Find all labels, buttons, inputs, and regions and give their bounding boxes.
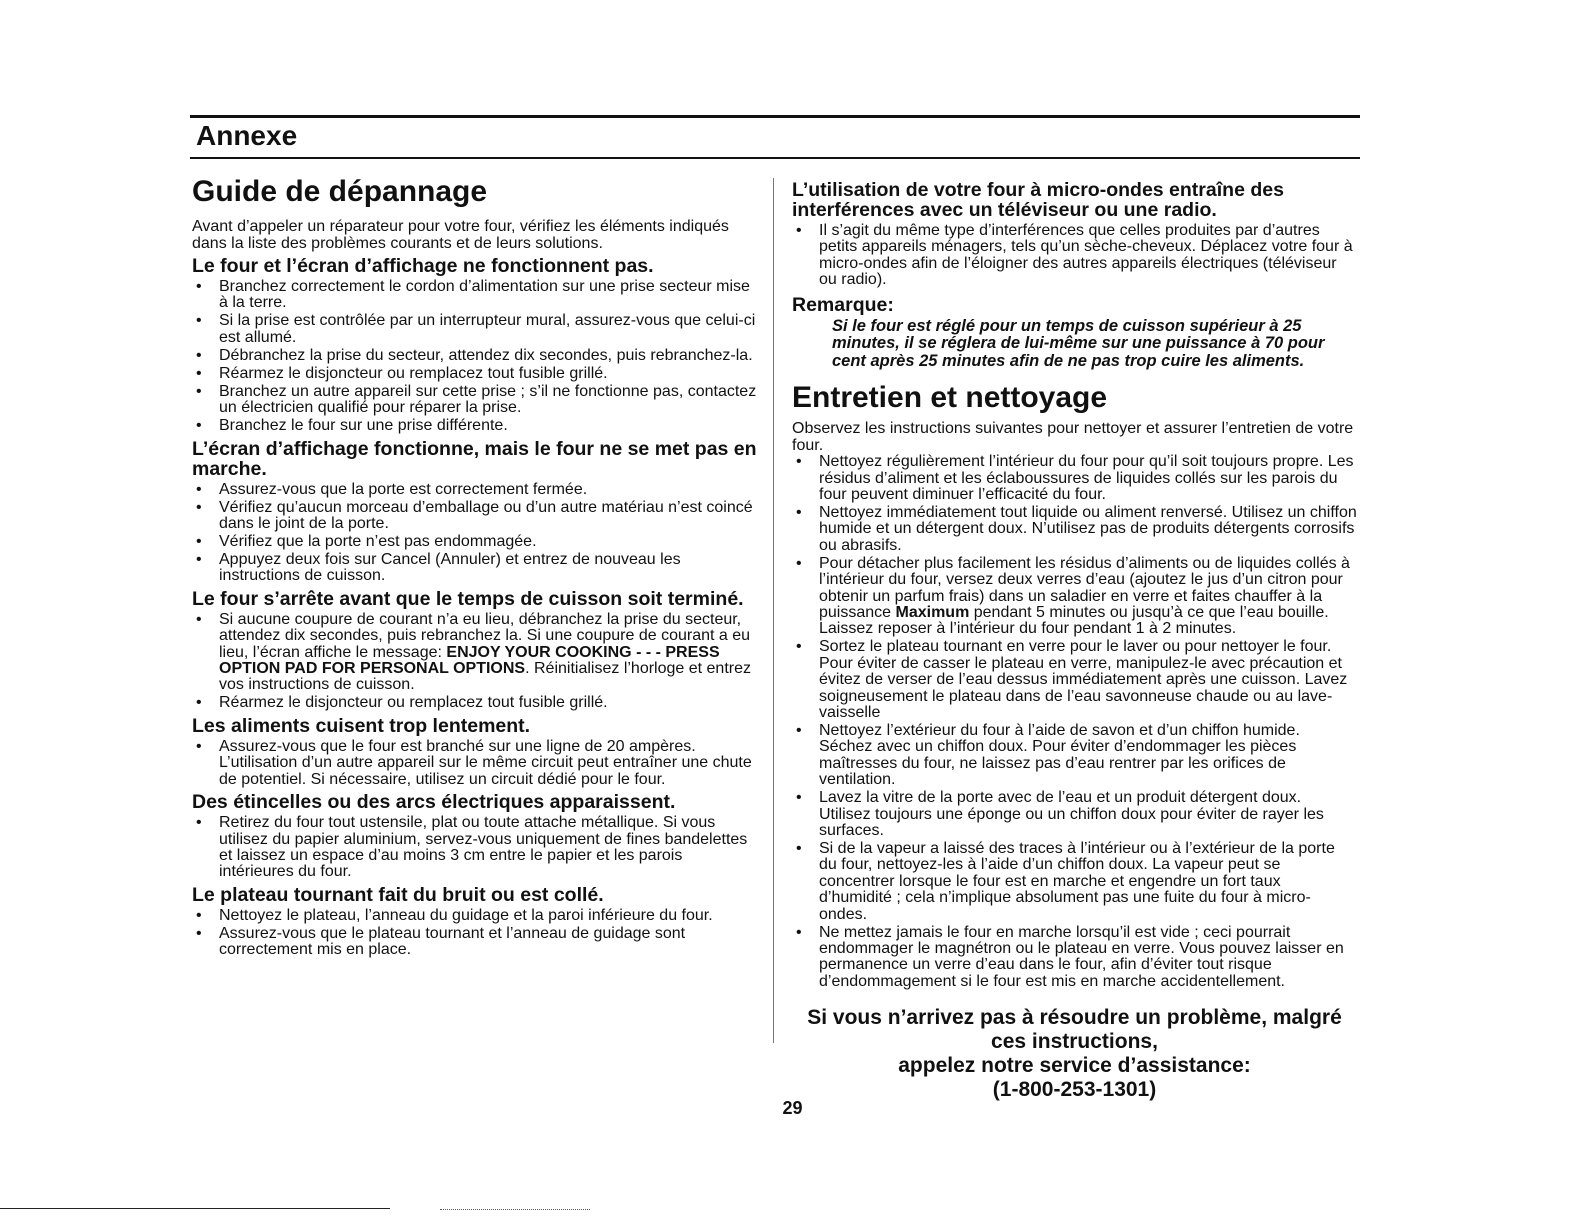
- page-number: 29: [782, 1098, 803, 1118]
- support-phone-number: (1-800-253-1301): [992, 1078, 1157, 1102]
- list-item: • Nettoyez l’extérieur du four à l’aide de savon et d’un chiffon humide. Séchez avec un chiffon doux. Pour éviter d’endommager les pièces maîtresses du four, ne laissez pas d’eau rentrer par les orifices de ventilation.: [796, 722, 1300, 789]
- bullet-list: [192, 815, 757, 881]
- section-title: Annexe: [196, 120, 298, 151]
- list-item: • Retirez du four tout ustensile, plat ou toute attache métallique. Si vous utilisez du papier aluminium, servez-vous uniquement de fines bandelettes et laissez un espace d’au moins 3 cm entre le papier et les parois intérieures du four.: [196, 814, 748, 881]
- scan-artifact-dots: [440, 1209, 590, 1210]
- list-item: • Vérifiez qu’aucun morceau d’emballage ou d’un autre matériau n’est coincé dans le joint de la porte.: [196, 498, 753, 533]
- maintenance-column: [792, 172, 1357, 1102]
- list-item: • Branchez le four sur une prise différente.: [196, 417, 508, 435]
- bullet-list: [192, 739, 757, 788]
- list-item: • Nettoyez immédiatement tout liquide ou aliment renversé. Utilisez un chiffon humide et un détergent doux. N’utilisez pas de produits détergents corrosifs ou abrasifs.: [796, 503, 1357, 554]
- list-item: • Si de la vapeur a laissé des traces à l’intérieur ou à l’extérieur de la porte du four, nettoyez-les à l’aide d’un chiffon doux. La vapeur peut se concentrer lorsque le four est en marche et engendre un fort taux d’humidité ; cela n’implique absolument pas une fuite du four à micro-ondes.: [796, 840, 1335, 923]
- troubleshooting-column: [192, 172, 757, 960]
- bullet-list: [192, 279, 757, 435]
- bullet-list: [192, 908, 757, 959]
- header-rule-top: [190, 115, 1360, 118]
- list-item: • Nettoyez régulièrement l’intérieur du four pour qu’il soit toujours propre. Les résidus d’aliment et les éclaboussures de liquides collés sur les parois du four peuvent diminuer l’efficacité du four.: [796, 453, 1354, 503]
- list-item: • Nettoyez le plateau, l’anneau du guidage et la paroi inférieure du four.: [196, 906, 713, 924]
- list-item: • Pour détacher plus facilement les résidus d’aliments ou de liquides collés à l’intérieur du four, versez deux verres d’eau (ajoutez le jus d’un citron pour obtenir un parfum frais) dans un saladier en verre et faites chauffer à la puissance Maximum pendant 5 minutes ou jusqu’à ce que l’eau bouille. Laissez reposer à l’intérieur du four pendant 1 à 2 minutes.: [796, 554, 1350, 638]
- column-divider: [773, 178, 774, 1043]
- list-item: • Appuyez deux fois sur Cancel (Annuler) et entrez de nouveau les instructions de cuisson.: [196, 551, 681, 585]
- bullet-list: [792, 223, 1357, 289]
- contact-line: ces instructions,: [991, 1030, 1158, 1054]
- section-heading: Le plateau tournant fait du bruit ou est collé.: [192, 883, 604, 906]
- remark-heading: Remarque:: [792, 293, 894, 316]
- section-heading: L’écran d’affichage fonctionne, mais le four ne se met pas en marche.: [192, 437, 757, 480]
- list-item: • Débranchez la prise du secteur, attendez dix secondes, puis rebranchez-la.: [196, 346, 753, 364]
- support-contact: [792, 1006, 1357, 1102]
- remark-text: Si le four est réglé pour un temps de cuisson supérieur à 25 minutes, il se réglera de lui-même sur une puissance à 70 pour cent après 25 minutes afin de ne pas trop cuire les aliments.: [832, 316, 1325, 370]
- list-item: • Assurez-vous que le four est branché sur une ligne de 20 ampères. L’utilisation d’un autre appareil sur le même circuit peut entraîner une chute de potentiel. Si nécessaire, utilisez un circuit dédié pour le four.: [196, 737, 752, 788]
- maintenance-title: Entretien et nettoyage: [792, 381, 1108, 415]
- section-heading: Le four et l’écran d’affichage ne fonctionnent pas.: [192, 255, 654, 277]
- list-item: • Réarmez le disjoncteur ou remplacez tout fusible grillé.: [196, 364, 608, 382]
- bullet-list: [192, 482, 757, 585]
- section-heading: Des étincelles ou des arcs électriques apparaissent.: [192, 791, 676, 814]
- troubleshooting-intro: Avant d’appeler un réparateur pour votre four, vérifiez les éléments indiqués dans la liste des problèmes courants et de leurs solutions.: [192, 218, 729, 252]
- list-item: • Ne mettez jamais le four en marche lorsqu’il est vide ; ceci pourrait endommager le magnétron ou le plateau en verre. Vous pouvez laisser en permanence un verre d’eau dans le four, afin d’éviter tout risque d’endommagement si le four est mis en marche accidentellement.: [796, 923, 1344, 990]
- list-item: • Réarmez le disjoncteur ou remplacez tout fusible grillé.: [196, 694, 608, 712]
- section-heading: L’utilisation de votre four à micro-ondes entraîne des interférences avec un téléviseur ou une radio.: [792, 179, 1284, 221]
- list-item: • Lavez la vitre de la porte avec de l’eau et un produit détergent doux. Utilisez toujours une éponge ou un chiffon doux pour éviter de rayer les surfaces.: [796, 789, 1324, 840]
- bullet-list: [792, 454, 1357, 990]
- section-heading: Les aliments cuisent trop lentement.: [192, 714, 531, 737]
- list-item: • Assurez-vous que le plateau tournant et l’anneau de guidage sont correctement mis en place.: [196, 924, 686, 959]
- section-heading: Le four s’arrête avant que le temps de cuisson soit terminé.: [192, 587, 744, 610]
- troubleshooting-title: Guide de dépannage: [192, 175, 488, 208]
- list-item: • Si aucune coupure de courant n’a eu lieu, débranchez la prise du secteur, attendez dix secondes, puis rebranchez la. Si une coupure de courant a eu lieu, l’écran affiche le message: ENJOY YOUR COOKING - - - PRESS OPTION PAD FOR PERSONAL OPTIONS. Réinitialisez l’horloge et entrez vos instructions de cuisson.: [196, 610, 751, 694]
- list-item: • Assurez-vous que la porte est correctement fermée.: [196, 480, 588, 498]
- scan-artifact-line: [0, 1208, 390, 1209]
- contact-line: appelez notre service d’assistance:: [898, 1054, 1251, 1078]
- list-item: • Si la prise est contrôlée par un interrupteur mural, assurez-vous que celui-ci est allumé.: [196, 312, 756, 346]
- display-message: ENJOY YOUR COOKING - - - PRESS OPTION PAD FOR PERSONAL OPTIONS: [219, 643, 720, 678]
- maintenance-intro: Observez les instructions suivantes pour nettoyer et assurer l’entretien de votre four.: [792, 420, 1354, 455]
- power-level: Maximum: [895, 603, 970, 621]
- list-item: • Sortez le plateau tournant en verre pour le laver ou pour nettoyer le four. Pour éviter de casser le plateau en verre, manipulez-le avec précaution et évitez de verser de l’eau dessus immédiatement après une cuisson. Lavez soigneusement le plateau dans de l’eau savonneuse chaude ou au lave-vaisselle: [796, 638, 1348, 721]
- list-item: • Il s’agit du même type d’interférences que celles produites par d’autres petits appareils ménagers, tels qu’un sèche-cheveux. Déplacez votre four à micro-ondes afin de l’éloigner des autres appareils électriques (téléviseur ou radio).: [796, 222, 1353, 289]
- list-item: • Branchez correctement le cordon d’alimentation sur une prise secteur mise à la terre.: [196, 278, 750, 312]
- contact-line: Si vous n’arrivez pas à résoudre un problème, malgré: [807, 1006, 1342, 1030]
- bullet-list: [192, 612, 757, 712]
- list-item: • Vérifiez que la porte n’est pas endommagée.: [196, 533, 537, 551]
- header-rule-bottom: [190, 157, 1360, 159]
- list-item: • Branchez un autre appareil sur cette prise ; s’il ne fonctionne pas, contactez un électricien qualifié pour réparer la prise.: [196, 382, 757, 417]
